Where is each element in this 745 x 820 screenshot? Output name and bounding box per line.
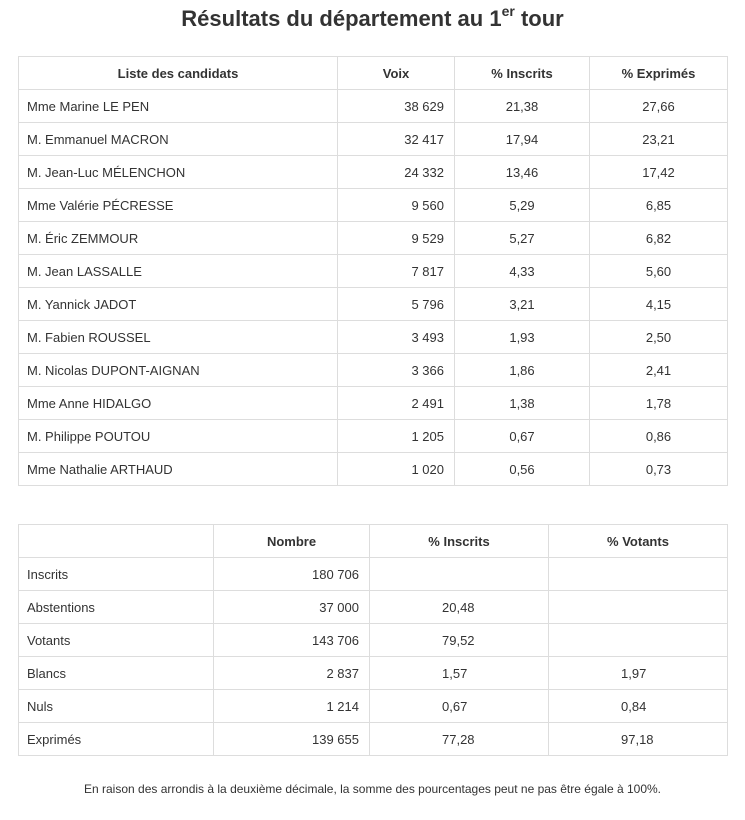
- candidate-pct-inscrits: 5,29: [455, 189, 590, 222]
- summary-header-row: [19, 525, 728, 558]
- table-row: [19, 453, 728, 486]
- summary-nombre: 1 214: [214, 690, 370, 723]
- candidate-name: Mme Valérie PÉCRESSE: [19, 189, 338, 222]
- candidate-voix: 9 529: [338, 222, 455, 255]
- table-row: [19, 558, 728, 591]
- summary-label: Blancs: [19, 657, 214, 690]
- candidate-pct-exprimes: 6,85: [590, 189, 728, 222]
- candidate-pct-inscrits: 21,38: [455, 90, 590, 123]
- summary-pct-inscrits: [370, 558, 549, 591]
- header-empty: [19, 525, 214, 558]
- summary-pct-votants: 97,18: [549, 723, 728, 756]
- candidate-pct-inscrits: 0,67: [455, 420, 590, 453]
- candidate-name: Mme Nathalie ARTHAUD: [19, 453, 338, 486]
- summary-pct-votants: [549, 558, 728, 591]
- candidate-voix: 1 020: [338, 453, 455, 486]
- summary-nombre: 37 000: [214, 591, 370, 624]
- table-row: [19, 690, 728, 723]
- candidate-name: M. Fabien ROUSSEL: [19, 321, 338, 354]
- table-row: [19, 321, 728, 354]
- candidate-pct-inscrits: 5,27: [455, 222, 590, 255]
- header-pct-exprimes: % Exprimés: [590, 57, 728, 90]
- table-row: [19, 288, 728, 321]
- header-pct-votants: % Votants: [549, 525, 728, 558]
- table-row: [19, 255, 728, 288]
- candidate-pct-inscrits: 3,21: [455, 288, 590, 321]
- summary-pct-inscrits: 77,28: [370, 723, 549, 756]
- header-pct-inscrits: % Inscrits: [455, 57, 590, 90]
- candidate-name: M. Yannick JADOT: [19, 288, 338, 321]
- summary-pct-votants: 1,97: [549, 657, 728, 690]
- table-row: [19, 189, 728, 222]
- candidate-pct-inscrits: 1,86: [455, 354, 590, 387]
- summary-nombre: 180 706: [214, 558, 370, 591]
- candidate-pct-exprimes: 0,73: [590, 453, 728, 486]
- table-row: [19, 222, 728, 255]
- summary-pct-votants: [549, 591, 728, 624]
- candidate-name: M. Nicolas DUPONT-AIGNAN: [19, 354, 338, 387]
- summary-pct-votants: [549, 624, 728, 657]
- summary-label: Inscrits: [19, 558, 214, 591]
- candidate-pct-inscrits: 4,33: [455, 255, 590, 288]
- header-candidates-list: Liste des candidats: [19, 57, 338, 90]
- summary-label: Votants: [19, 624, 214, 657]
- summary-label: Nuls: [19, 690, 214, 723]
- table-row: [19, 624, 728, 657]
- table-row: [19, 591, 728, 624]
- candidate-name: M. Jean LASSALLE: [19, 255, 338, 288]
- summary-pct-inscrits: 1,57: [370, 657, 549, 690]
- candidate-pct-exprimes: 1,78: [590, 387, 728, 420]
- table-row: [19, 387, 728, 420]
- candidate-pct-inscrits: 13,46: [455, 156, 590, 189]
- candidate-pct-exprimes: 0,86: [590, 420, 728, 453]
- summary-pct-votants: 0,84: [549, 690, 728, 723]
- candidate-name: M. Philippe POUTOU: [19, 420, 338, 453]
- candidate-voix: 24 332: [338, 156, 455, 189]
- summary-nombre: 2 837: [214, 657, 370, 690]
- table-row: [19, 123, 728, 156]
- page-title-superscript: er: [501, 2, 515, 19]
- summary-nombre: 143 706: [214, 624, 370, 657]
- candidates-header-row: [19, 57, 728, 90]
- candidate-pct-exprimes: 4,15: [590, 288, 728, 321]
- candidate-name: M. Jean-Luc MÉLENCHON: [19, 156, 338, 189]
- summary-nombre: 139 655: [214, 723, 370, 756]
- header-voix: Voix: [338, 57, 455, 90]
- candidate-voix: 5 796: [338, 288, 455, 321]
- candidate-pct-exprimes: 5,60: [590, 255, 728, 288]
- candidate-pct-inscrits: 17,94: [455, 123, 590, 156]
- candidate-voix: 2 491: [338, 387, 455, 420]
- table-row: [19, 723, 728, 756]
- candidate-voix: 3 366: [338, 354, 455, 387]
- candidate-name: Mme Marine LE PEN: [19, 90, 338, 123]
- candidate-voix: 9 560: [338, 189, 455, 222]
- candidate-name: Mme Anne HIDALGO: [19, 387, 338, 420]
- candidate-voix: 7 817: [338, 255, 455, 288]
- summary-pct-inscrits: 20,48: [370, 591, 549, 624]
- header-nombre: Nombre: [214, 525, 370, 558]
- candidate-voix: 38 629: [338, 90, 455, 123]
- candidate-pct-inscrits: 1,38: [455, 387, 590, 420]
- candidate-pct-exprimes: 2,50: [590, 321, 728, 354]
- summary-label: Abstentions: [19, 591, 214, 624]
- candidate-pct-inscrits: 1,93: [455, 321, 590, 354]
- turnout-summary-table: [18, 524, 728, 756]
- candidate-pct-exprimes: 27,66: [590, 90, 728, 123]
- table-row: [19, 90, 728, 123]
- candidates-results-table: [18, 56, 728, 486]
- summary-label: Exprimés: [19, 723, 214, 756]
- candidate-pct-exprimes: 6,82: [590, 222, 728, 255]
- table-row: [19, 156, 728, 189]
- candidate-voix: 3 493: [338, 321, 455, 354]
- candidate-voix: 32 417: [338, 123, 455, 156]
- candidate-name: M. Éric ZEMMOUR: [19, 222, 338, 255]
- candidate-pct-exprimes: 23,21: [590, 123, 728, 156]
- candidate-pct-exprimes: 2,41: [590, 354, 728, 387]
- candidate-name: M. Emmanuel MACRON: [19, 123, 338, 156]
- summary-pct-inscrits: 0,67: [370, 690, 549, 723]
- page-title-suffix: tour: [514, 6, 564, 31]
- candidate-pct-exprimes: 17,42: [590, 156, 728, 189]
- table-row: [19, 657, 728, 690]
- page-title-main: Résultats du département au 1: [181, 6, 502, 31]
- summary-pct-inscrits: 79,52: [370, 624, 549, 657]
- header-pct-inscrits: % Inscrits: [370, 525, 549, 558]
- table-row: [19, 420, 728, 453]
- page-title: [0, 0, 745, 42]
- candidate-pct-inscrits: 0,56: [455, 453, 590, 486]
- candidate-voix: 1 205: [338, 420, 455, 453]
- table-row: [19, 354, 728, 387]
- rounding-footnote: En raison des arrondis à la deuxième décimale, la somme des pourcentages peut ne pas être égale à 100%.: [83, 782, 661, 796]
